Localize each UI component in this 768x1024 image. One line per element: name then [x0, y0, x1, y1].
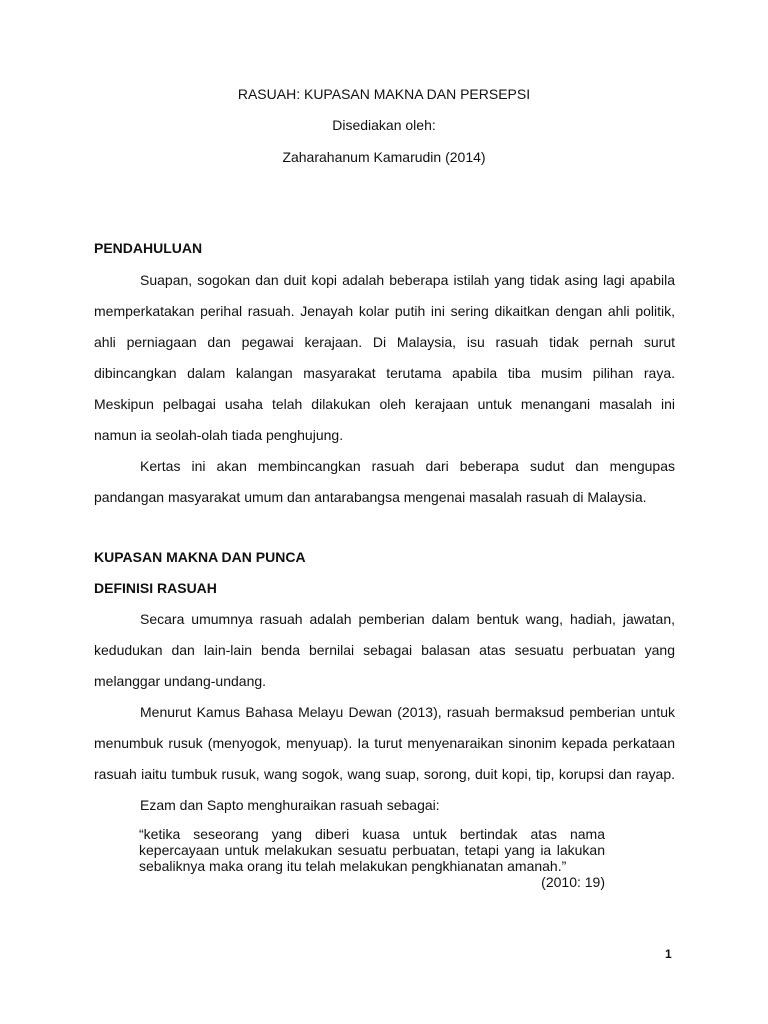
- intro-para2-line: pandangan masyarakat umum dan antarabangsa mengenai masalah rasuah di Malaysia.: [94, 489, 647, 505]
- definition-para1-line: Secara umumnya rasuah adalah pemberian dalam bentuk wang, hadiah, jawatan,: [140, 611, 675, 627]
- definition-para2-line: menumbuk rusuk (menyogok, menyuap). Ia turut menyenaraikan sinonim kepada perkataan: [94, 735, 675, 751]
- section-subheading: DEFINISI RASUAH: [94, 580, 217, 596]
- page-number: 1: [665, 947, 672, 961]
- prepared-by-label: Disediakan oleh:: [332, 117, 436, 133]
- definition-para1-line: kedudukan dan lain-lain benda bernilai sebagai balasan atas sesuatu perbuatan yang: [94, 642, 675, 658]
- definition-para2-line: rasuah iaitu tumbuk rusuk, wang sogok, wang suap, sorong, duit kopi, tip, korupsi dan rayap.: [94, 766, 675, 782]
- intro-para1-line: ahli perniagaan dan pegawai kerajaan. Di Malaysia, isu rasuah tidak pernah surut: [94, 334, 675, 350]
- section-heading: KUPASAN MAKNA DAN PUNCA: [94, 549, 306, 565]
- document-title: RASUAH: KUPASAN MAKNA DAN PERSEPSI: [237, 86, 531, 102]
- intro-para1-line: namun ia seolah-olah tiada penghujung.: [94, 427, 344, 443]
- quote-citation: (2010: 19): [541, 874, 605, 890]
- intro-para1-line: Suapan, sogokan dan duit kopi adalah beberapa istilah yang tidak asing lagi apabila: [140, 272, 675, 288]
- quote-line: kepercayaan untuk melakukan sesuatu perbuatan, tetapi yang ia lakukan: [139, 842, 605, 858]
- intro-para2-line: Kertas ini akan membincangkan rasuah dari beberapa sudut dan mengupas: [140, 458, 675, 474]
- definition-para2-line: Menurut Kamus Bahasa Melayu Dewan (2013), rasuah bermaksud pemberian untuk: [140, 704, 675, 720]
- quote-line: “ketika seseorang yang diberi kuasa untuk bertindak atas nama: [139, 826, 605, 842]
- definition-para3-line: Ezam dan Sapto menghuraikan rasuah sebagai:: [140, 797, 440, 813]
- quote-line: sebaliknya maka orang itu telah melakukan pengkhianatan amanah.”: [139, 858, 567, 874]
- intro-heading: PENDAHULUAN: [94, 240, 203, 256]
- intro-para1-line: Meskipun pelbagai usaha telah dilakukan oleh kerajaan untuk menangani masalah ini: [94, 396, 675, 412]
- intro-para1-line: memperkatakan perihal rasuah. Jenayah kolar putih ini sering dikaitkan dengan ahli politik,: [94, 303, 675, 319]
- intro-para1-line: dibincangkan dalam kalangan masyarakat terutama apabila tiba musim pilihan raya.: [94, 365, 675, 381]
- definition-para1-line: melanggar undang-undang.: [94, 673, 267, 689]
- author-line: Zaharahanum Kamarudin (2014): [282, 149, 486, 165]
